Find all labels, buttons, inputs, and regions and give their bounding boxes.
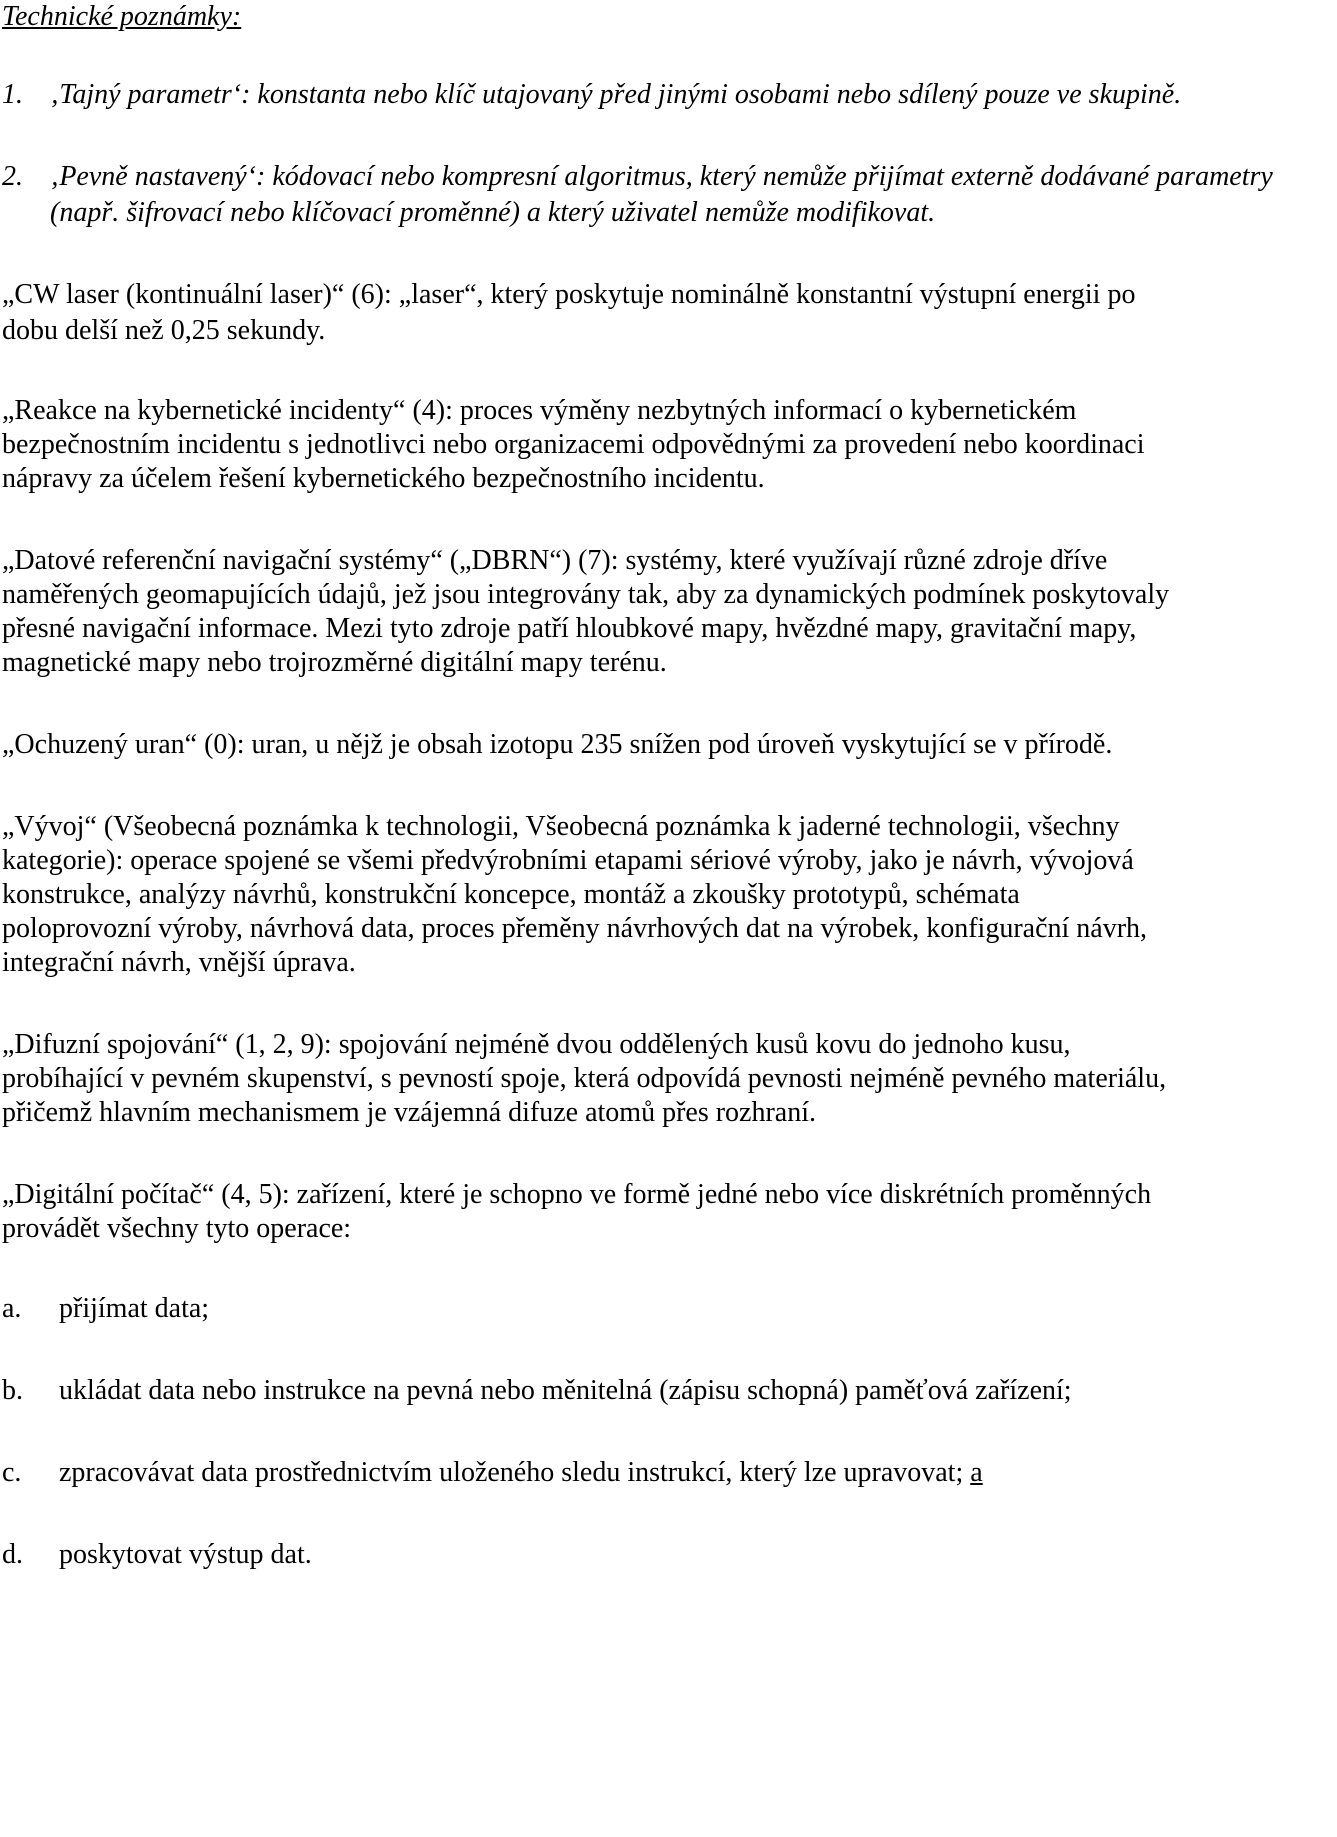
section-heading: Technické poznámky: (2, 1, 242, 32)
list-letter: b. (2, 1375, 23, 1406)
definition-line: integrační návrh, vnější úprava. (2, 947, 356, 978)
list-item-text: přijímat data; (59, 1293, 210, 1324)
definition-line: magnetické mapy nebo trojrozměrné digitální mapy terénu. (2, 647, 667, 678)
definition-line: nápravy za účelem řešení kybernetického bezpečnostního incidentu. (2, 463, 765, 494)
definition-line: poloprovozní výroby, návrhová data, proces přeměny návrhových dat na výrobek, konfigurační návrh, (2, 913, 1148, 944)
list-letter: d. (2, 1539, 23, 1570)
definition-line: „Ochuzený uran“ (0): uran, u nějž je obsah izotopu 235 snížen pod úroveň vyskytující se v přírodě. (2, 729, 1113, 760)
list-letter: a. (2, 1293, 22, 1324)
definition-line: kategorie): operace spojené se všemi předvýrobními etapami sériové výroby, jako je návrh, vývojová (2, 845, 1134, 876)
definition-line: „Reakce na kybernetické incidenty“ (4): proces výměny nezbytných informací o kybernetickém (2, 395, 1077, 426)
definition-line: konstrukce, analýzy návrhů, konstrukční koncepce, montáž a zkoušky prototypů, schémata (2, 879, 1020, 910)
definition-line: „Datové referenční navigační systémy“ („DBRN“) (7): systémy, které využívají různé zdroje dříve (2, 545, 1108, 576)
list-item-text: zpracovávat data prostřednictvím uloženého sledu instrukcí, který lze upravovat; (59, 1457, 964, 1488)
definition-line: bezpečnostním incidentu s jednotlivci nebo organizacemi odpovědnými za provedení nebo koordinaci (2, 429, 1145, 460)
note-number: 2. (2, 161, 23, 192)
definition-line: dobu delší než 0,25 sekundy. (2, 315, 326, 346)
list-item-text: poskytovat výstup dat. (59, 1539, 312, 1570)
definition-line: „Difuzní spojování“ (1, 2, 9): spojování nejméně dvou oddělených kusů kovu do jednoho kusu, (2, 1029, 1071, 1060)
definition-line: „Vývoj“ (Všeobecná poznámka k technologii, Všeobecná poznámka k jaderné technologii, všechny (2, 811, 1120, 842)
definition-line: přičemž hlavním mechanismem je vzájemná difuze atomů přes rozhraní. (2, 1097, 817, 1128)
list-item-conjunction: a (970, 1457, 983, 1488)
note-number: 1. (2, 79, 23, 110)
list-item (59, 1454, 983, 1492)
list-item-text: ukládat data nebo instrukce na pevná nebo měnitelná (zápisu schopná) paměťová zařízení; (59, 1375, 1072, 1406)
definition-line: provádět všechny tyto operace: (2, 1213, 352, 1244)
list-letter: c. (2, 1457, 22, 1488)
definition-line: probíhající v pevném skupenství, s pevností spoje, která odpovídá pevnosti nejméně pevného materiálu, (2, 1063, 1167, 1094)
definition-line: naměřených geomapujících údajů, jež jsou integrovány tak, aby za dynamických podmínek poskytovaly (2, 579, 1170, 610)
definition-line: „Digitální počítač“ (4, 5): zařízení, které je schopno ve formě jedné nebo více diskrétních proměnných (2, 1179, 1152, 1210)
definition-line: „CW laser (kontinuální laser)“ (6): „laser“, který poskytuje nominálně konstantní výstupní energii po (2, 279, 1136, 310)
note-text: ‚Pevně nastavený‘: kódovací nebo kompresní algoritmus, který nemůže přijímat externě dodávané parametry (50, 161, 1273, 192)
definition-line: přesné navigační informace. Mezi tyto zdroje patří hloubkové mapy, hvězdné mapy, gravitační mapy, (2, 613, 1137, 644)
note-text: (např. šifrovací nebo klíčovací proměnné) a který uživatel nemůže modifikovat. (50, 197, 936, 228)
note-text: ‚Tajný parametr‘: konstanta nebo klíč utajovaný před jinými osobami nebo sdílený pouze ve skupině. (50, 79, 1182, 110)
